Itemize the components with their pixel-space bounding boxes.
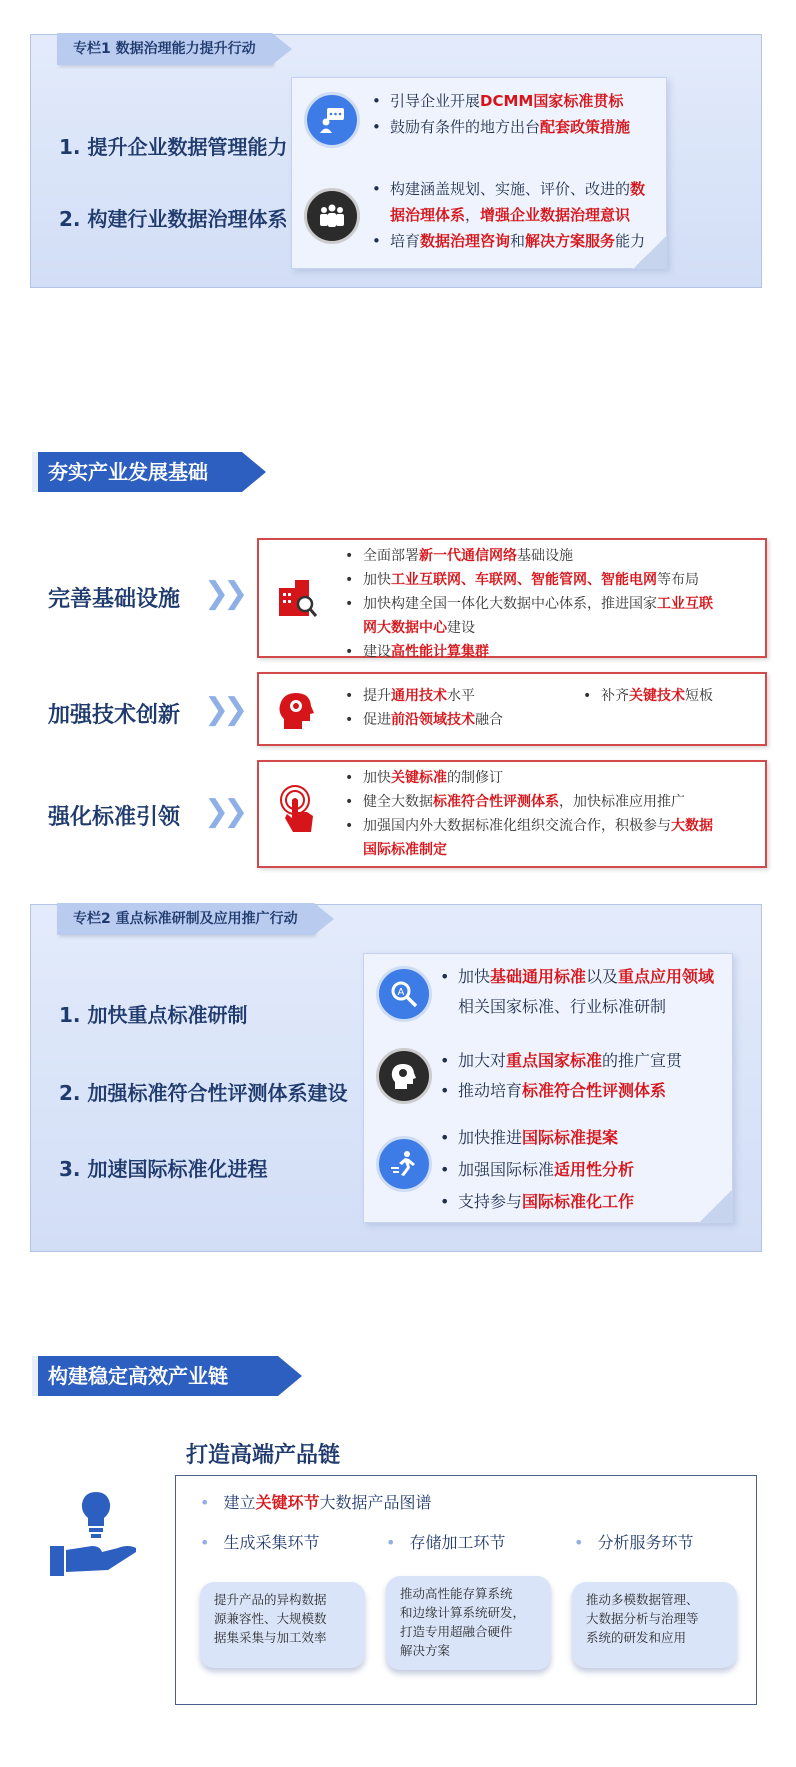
panel-tag: 专栏2 重点标准研制及应用推广行动 — [57, 903, 314, 935]
section-header: 构建稳定高效产业链 — [32, 1356, 278, 1396]
card-line: 大数据分析与治理等 — [586, 1611, 699, 1626]
card-line: 系统的研发和应用 — [586, 1630, 687, 1645]
subsection-title: 打造高端产品链 — [186, 1443, 341, 1468]
detail-lines — [341, 766, 713, 862]
card-line: 推动多模数据管理、 — [586, 1592, 699, 1607]
section-header: 夯实产业发展基础 — [32, 452, 242, 492]
card-line: 解决方案 — [400, 1643, 451, 1658]
bullet-line: • 补齐关键技术短板 — [579, 684, 713, 708]
bullet-line: • 加大对重点国家标准的推广宣贯 — [440, 1046, 682, 1076]
detail-lines — [579, 684, 713, 708]
card-line: 推动高性能存算系统 — [400, 1586, 513, 1601]
chevron-right-icon: ❯❯ — [204, 576, 243, 611]
magnifier-icon — [376, 966, 432, 1022]
row-label: 加强技术创新 — [48, 703, 181, 728]
bullet-line: • 引导企业开展DCMM国家标准贯标 — [372, 88, 630, 114]
bullet-line: • 建立关键环节大数据产品图谱 — [200, 1493, 432, 1512]
bullet-line: • 推动培育标准符合性评测体系 — [440, 1076, 682, 1106]
bullet-line: • 加快工业互联网、车联网、智能管网、智能电网等布局 — [341, 568, 713, 592]
bullet-line: • 加强国际标准适用性分析 — [440, 1154, 634, 1186]
note-card — [363, 953, 733, 1223]
bullet-line-cont: 相关国家标准、行业标准研制 — [458, 997, 667, 1016]
panel-item: 1. 提升企业数据管理能力 — [59, 135, 288, 159]
bullet-line-cont: 国际标准制定 — [363, 842, 447, 858]
note-lines — [440, 962, 714, 1022]
step-card — [572, 1582, 737, 1668]
bullet-line-cont: 据治理体系，增强企业数据治理意识 — [390, 206, 631, 224]
head-gear-icon — [273, 686, 321, 734]
bullet-line: • 加快基础通用标准以及重点应用领域 — [440, 962, 714, 992]
bullet-line: • 促进前沿领域技术融合 — [341, 708, 503, 732]
note-lines — [440, 1046, 682, 1106]
runner-icon — [376, 1136, 432, 1192]
bullet-line: • 支持参与国际标准化工作 — [440, 1186, 634, 1218]
bullet-line: • 构建涵盖规划、实施、评价、改进的数 — [372, 176, 645, 202]
bullet-line: • 培育数据治理咨询和解决方案服务能力 — [372, 228, 645, 254]
panel-item: 2. 构建行业数据治理体系 — [59, 207, 288, 231]
step-label: • 存储加工环节 — [386, 1533, 506, 1552]
row-label: 完善基础设施 — [48, 587, 181, 612]
note-lines — [372, 176, 645, 254]
bullet-line: • 加强国内外大数据标准化组织交流合作，积极参与大数据 — [341, 814, 713, 838]
svg-text:A: A — [397, 987, 405, 998]
detail-box — [257, 760, 767, 868]
card-line: 源兼容性、大规模数 — [214, 1611, 327, 1626]
bullet-line: • 全面部署新一代通信网络基础设施 — [341, 544, 713, 568]
step-label: • 生成采集环节 — [200, 1533, 320, 1552]
card-line: 提升产品的异构数据 — [214, 1592, 327, 1607]
panel-item: 2. 加强标准符合性评测体系建设 — [59, 1081, 348, 1105]
step-card — [386, 1576, 551, 1670]
detail-lines — [341, 544, 713, 664]
bullet-line: • 健全大数据标准符合性评测体系，加快标准应用推广 — [341, 790, 713, 814]
step-label: • 分析服务环节 — [574, 1533, 694, 1552]
row-label: 强化标准引领 — [48, 805, 181, 830]
panel-item: 1. 加快重点标准研制 — [59, 1003, 248, 1027]
bullet-line: • 加快构建全国一体化大数据中心体系，推进国家工业互联 — [341, 592, 713, 616]
note-card — [291, 77, 667, 269]
detail-lines — [341, 684, 503, 732]
note-lines — [372, 88, 630, 140]
panel-item: 3. 加速国际标准化进程 — [59, 1157, 268, 1181]
card-line: 和边缘计算系统研发， — [400, 1605, 526, 1620]
chat-user-icon — [304, 92, 360, 148]
detail-box — [257, 672, 767, 746]
product-chain-box — [175, 1475, 757, 1705]
card-line: 据集采集与加工效率 — [214, 1630, 327, 1645]
detail-box — [257, 538, 767, 658]
bullet-line: • 加快推进国际标准提案 — [440, 1122, 634, 1154]
head-gear-icon — [376, 1048, 432, 1104]
team-icon — [304, 188, 360, 244]
bullet-line-cont: 网大数据中心建设 — [363, 620, 475, 636]
bullet-line: • 建设高性能计算集群 — [341, 640, 713, 664]
hand-bulb-icon — [48, 1488, 140, 1578]
panel-standards — [30, 904, 762, 1252]
panel-tag: 专栏1 数据治理能力提升行动 — [57, 33, 272, 65]
touch-hand-icon — [273, 786, 321, 834]
chevron-right-icon: ❯❯ — [204, 794, 243, 829]
page-fold — [699, 1189, 733, 1223]
card-line: 打造专用超融合硬件 — [400, 1624, 513, 1639]
bullet-line: • 加快关键标准的制修订 — [341, 766, 713, 790]
chevron-right-icon: ❯❯ — [204, 692, 243, 727]
bullet-line: • 提升通用技术水平 — [341, 684, 503, 708]
step-card — [200, 1582, 365, 1668]
bullet-line: • 鼓励有条件的地方出台配套政策措施 — [372, 114, 630, 140]
note-lines — [440, 1122, 634, 1218]
panel-data-governance — [30, 34, 762, 288]
building-search-icon — [273, 574, 321, 622]
